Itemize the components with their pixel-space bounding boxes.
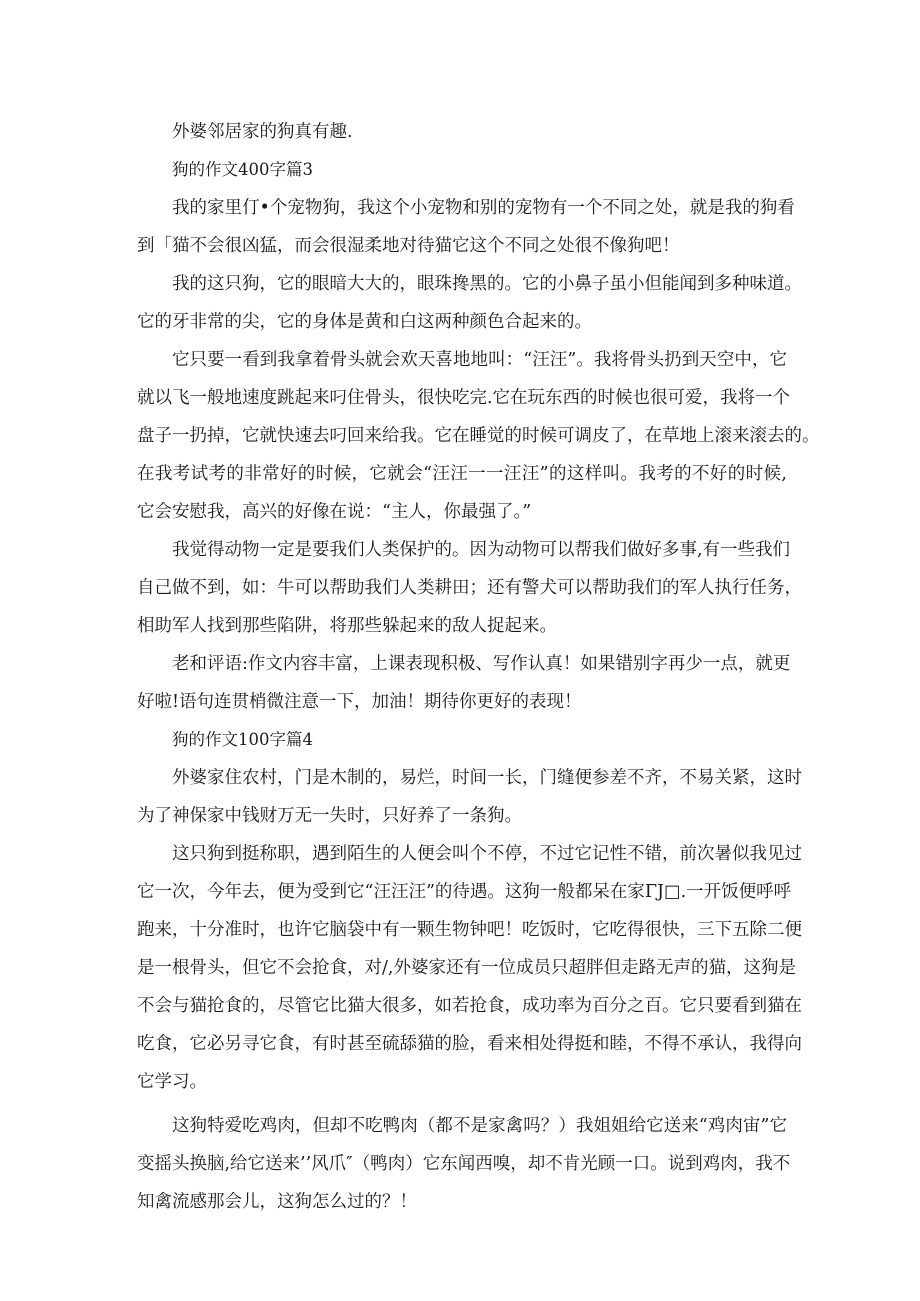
paragraph-line: 这狗特爱吃鸡肉，但却不吃鸭肉（都不是家禽吗？）我姐姐给它送来“鸡肉宙”它	[172, 1116, 787, 1136]
paragraph-line: 跑来，十分准时，也许它脑袋中有一颗生物钟吧！吃饭时，它吃得很快，三下五除二便	[137, 920, 802, 940]
paragraph-line: 我的这只狗，它的眼暗大大的，眼珠搀黑的。它的小鼻子虽小但能闻到多种味道。	[172, 274, 802, 294]
paragraph-line: 外婆邻居家的狗真有趣.	[172, 122, 353, 142]
paragraph-line: 吃食，它必另寻它食，有时甚至硫舔猫的脸，看来相处得挺和睦，不得不承认，我得向	[137, 1034, 802, 1054]
paragraph-line: 它只要一看到我拿着骨头就会欢天喜地地叫：“汪汪”。我将骨头扔到天空中，它	[172, 350, 787, 370]
paragraph-line: 外婆家住农村，门是木制的，易烂，时间一长，门缝便参差不齐，不易关紧，这时	[172, 768, 802, 788]
paragraph-line: 自己做不到，如：牛可以帮助我们人类耕田；还有警犬可以帮助我们的军人执行任务，	[137, 578, 802, 598]
paragraph-line: 不会与猫抢食的，尽管它比猫大很多，如若抢食，成功率为百分之百。它只要看到猫在	[137, 996, 802, 1016]
paragraph-line: 它一次，今年去，便为受到它“汪汪汪”的待遇。这狗一般都呆在家ΓJ□.一开饭便呼呼	[137, 882, 792, 902]
paragraph-line: 它学习。	[137, 1072, 207, 1092]
section-heading: 狗的作文100字篇4	[172, 730, 313, 749]
paragraph-line: 到「猫不会很凶猛，而会很湿柔地对待猫它这个不同之处很不像狗吧！	[137, 236, 680, 256]
paragraph-line: 它会安慰我，高兴的好像在说：“主人，你最强了。”	[137, 502, 532, 522]
paragraph-line: 在我考试考的非常好的时候，它就会“汪汪一一汪汪”的这样叫。我考的不好的时候,	[137, 464, 787, 484]
paragraph-line: 知禽流感那会儿，这狗怎么过的？！	[137, 1192, 417, 1212]
paragraph-line: 为了神保家中钱财万无一失时，只好养了一条狗。	[137, 806, 522, 826]
paragraph-line: 我的家里仃•个宠物狗，我这个小宠物和别的宠物有一个不同之处，就是我的狗看	[172, 198, 795, 218]
section-heading: 狗的作文400字篇3	[172, 160, 313, 179]
paragraph-line: 变摇头换脑,给它送来’’风爪″（鸭肉）它东闻西嗅，却不肯光顾一口。说到鸡肉，我不	[137, 1154, 791, 1174]
paragraph-line: 我觉得动物一定是要我们人类保护的。因为动物可以帮我们做好多事,有一些我们	[172, 540, 791, 560]
paragraph-line: 这只狗到挺称职，遇到陌生的人便会叫个不停，不过它记性不错，前次暑似我见过	[172, 844, 802, 864]
paragraph-line: 相助军人找到那些陷阱，将那些躲起来的敌人捉起来。	[137, 616, 557, 636]
paragraph-line: 就以飞一般地速度跳起来叼住骨头，很快吃完.它在玩东西的时候也很可爱，我将一个	[137, 388, 791, 408]
teacher-comment-line: 好啦!语句连贯梢微注意一下，加油！期待你更好的表现！	[137, 692, 582, 712]
teacher-comment-line: 老和评语:作文内容丰富，上课表现积极、写作认真！如果错别字再少一点，就更	[172, 654, 791, 674]
paragraph-line: 它的牙非常的尖，它的身体是黄和白这两种颜色合起来的。	[137, 312, 592, 332]
paragraph-line: 盘子一扔掉，它就快速去叼回来给我。它在睡觉的时候可调皮了，在草地上滚来滚去的。	[137, 426, 820, 446]
paragraph-line: 是一根骨头，但它不会抢食，对/,外婆家还有一位成员只超胖但走路无声的猫，这狗是	[137, 958, 796, 978]
